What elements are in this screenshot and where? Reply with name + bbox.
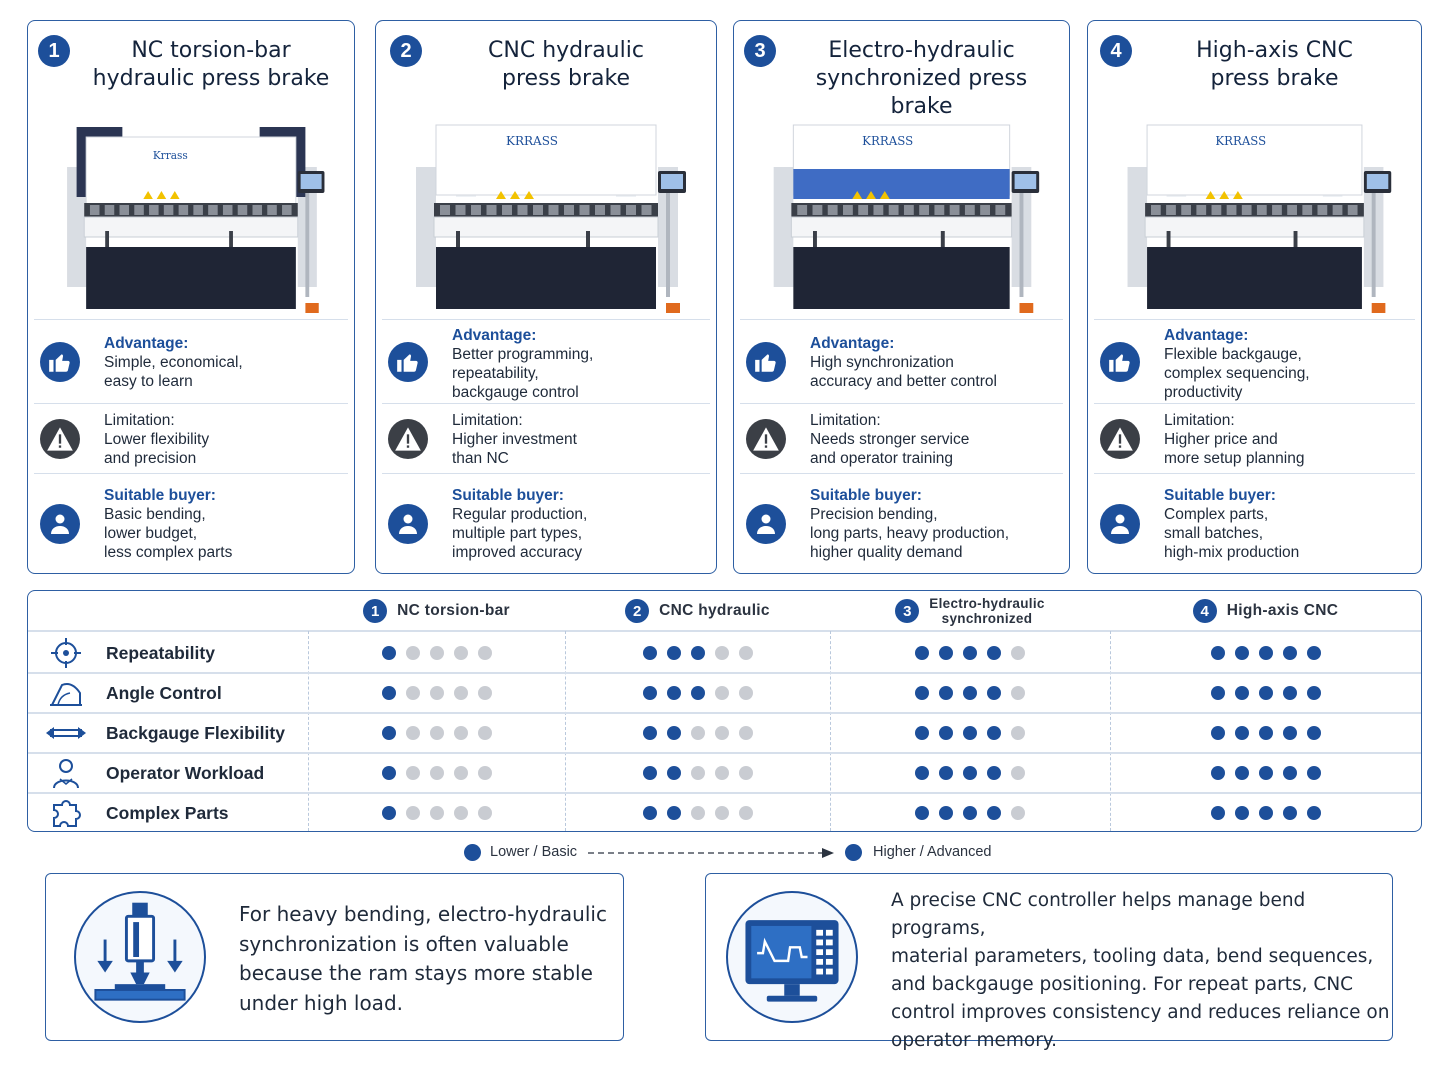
buyer-label: Suitable buyer: bbox=[104, 487, 216, 504]
rating-dot-filled bbox=[1211, 686, 1225, 700]
buyer-person-icon bbox=[40, 504, 80, 544]
rating-dot-empty bbox=[430, 686, 444, 700]
card-title-line: press brake bbox=[1210, 66, 1339, 91]
buyer-text bbox=[810, 486, 1059, 562]
card-type-4 bbox=[1087, 20, 1422, 574]
thumbs-up-icon bbox=[746, 342, 786, 382]
buyer-line: Precision bending, bbox=[810, 506, 938, 523]
card-type-2 bbox=[375, 20, 717, 574]
rating-dot-empty bbox=[454, 726, 468, 740]
machine-brand-label: KRRASS bbox=[506, 134, 558, 148]
rating-dot-filled bbox=[915, 646, 929, 660]
column-header-1 bbox=[308, 591, 565, 631]
limitation-label: Limitation: bbox=[1164, 411, 1235, 429]
thumbs-up-icon bbox=[1100, 342, 1140, 382]
machine-brand-label: Krrass bbox=[152, 148, 188, 163]
card-title-line: NC torsion-bar bbox=[131, 38, 291, 63]
note-line: For heavy bending, electro-hydraulic bbox=[239, 902, 607, 926]
rating-dot-empty bbox=[406, 686, 420, 700]
card-title-line: synchronized press brake bbox=[815, 66, 1028, 119]
rating-dots bbox=[643, 806, 753, 820]
rating-dot-empty bbox=[454, 686, 468, 700]
rating-dot-filled bbox=[963, 686, 977, 700]
rating-dots bbox=[1211, 806, 1321, 820]
press-brake-machine-image bbox=[396, 107, 696, 329]
rating-dot-filled bbox=[1307, 726, 1321, 740]
rating-dot-empty bbox=[478, 726, 492, 740]
rating-dot-filled bbox=[691, 646, 705, 660]
rating-dot-filled bbox=[1259, 766, 1273, 780]
rating-dot-filled bbox=[963, 766, 977, 780]
rating-dot-filled bbox=[1283, 726, 1297, 740]
rating-dot-empty bbox=[715, 646, 729, 660]
buyer-line: small batches, bbox=[1164, 525, 1264, 542]
limitation-row bbox=[1094, 403, 1415, 473]
rating-dot-filled bbox=[643, 646, 657, 660]
rating-dot-filled bbox=[939, 686, 953, 700]
rating-dots bbox=[1211, 646, 1321, 660]
thumbs-up-icon bbox=[388, 342, 428, 382]
rating-dot-empty bbox=[739, 726, 753, 740]
rating-dot-empty bbox=[1011, 766, 1025, 780]
buyer-label: Suitable buyer: bbox=[1164, 487, 1276, 504]
operator-person-icon bbox=[46, 757, 86, 789]
buyer-line: Basic bending, bbox=[104, 506, 206, 523]
rating-dot-filled bbox=[987, 686, 1001, 700]
column-header-label bbox=[397, 602, 510, 620]
rating-dot-filled bbox=[1283, 806, 1297, 820]
column-header-line: Electro-hydraulic bbox=[929, 596, 1045, 611]
rating-dot-filled bbox=[1235, 726, 1249, 740]
press-brake-machine-image bbox=[1108, 107, 1401, 329]
rating-dots bbox=[643, 646, 753, 660]
warning-icon bbox=[746, 419, 786, 459]
note-line: material parameters, tooling data, bend sequences, bbox=[891, 946, 1374, 967]
warning-icon bbox=[388, 419, 428, 459]
buyer-line: multiple part types, bbox=[452, 525, 583, 542]
legend-arrow-icon bbox=[586, 846, 836, 860]
rating-dot-filled bbox=[987, 766, 1001, 780]
rating-dot-empty bbox=[739, 686, 753, 700]
buyer-row bbox=[34, 473, 348, 573]
warning-icon bbox=[40, 419, 80, 459]
rating-dot-filled bbox=[667, 806, 681, 820]
rating-dot-filled bbox=[1283, 686, 1297, 700]
limitation-line: Needs stronger service bbox=[810, 430, 970, 448]
rating-dots bbox=[643, 766, 753, 780]
rating-dot-empty bbox=[478, 686, 492, 700]
rating-legend bbox=[460, 840, 1020, 864]
rating-dot-filled bbox=[1259, 686, 1273, 700]
limitation-line: and precision bbox=[104, 449, 197, 467]
rating-dot-filled bbox=[643, 806, 657, 820]
table-row bbox=[28, 753, 1421, 793]
rating-dot-empty bbox=[406, 766, 420, 780]
limitation-text bbox=[1164, 411, 1411, 468]
rating-dot-filled bbox=[691, 686, 705, 700]
column-header-label bbox=[659, 602, 770, 620]
column-header-line: High-axis CNC bbox=[1226, 602, 1339, 619]
rating-dot-empty bbox=[478, 806, 492, 820]
column-header-3 bbox=[830, 591, 1110, 631]
rating-dot-filled bbox=[1283, 646, 1297, 660]
rating-dot-filled bbox=[1235, 646, 1249, 660]
rating-dot-filled bbox=[382, 646, 396, 660]
metric-name: Angle Control bbox=[106, 683, 222, 703]
rating-dot-empty bbox=[1011, 726, 1025, 740]
column-number-badge: 4 bbox=[1193, 599, 1217, 623]
rating-dots bbox=[643, 726, 753, 740]
buyer-line: less complex parts bbox=[104, 544, 233, 561]
rating-dot-empty bbox=[715, 726, 729, 740]
machine-brand-label: KRRASS bbox=[1215, 133, 1267, 149]
limitation-line: Lower flexibility bbox=[104, 430, 210, 448]
advantage-line: accuracy and better control bbox=[810, 372, 997, 390]
limitation-line: and operator training bbox=[810, 449, 954, 467]
rating-dot-filled bbox=[939, 766, 953, 780]
rating-dots bbox=[915, 806, 1025, 820]
metric-name: Operator Workload bbox=[106, 763, 265, 783]
rating-dot-empty bbox=[1011, 646, 1025, 660]
note-line: A precise CNC controller helps manage bend programs, bbox=[891, 890, 1306, 939]
rating-dot-filled bbox=[643, 766, 657, 780]
limitation-label: Limitation: bbox=[104, 411, 175, 429]
advantage-row bbox=[382, 319, 710, 403]
buyer-line: Regular production, bbox=[452, 506, 588, 523]
legend-high-label: Higher / Advanced bbox=[873, 844, 992, 860]
rating-dot-filled bbox=[382, 726, 396, 740]
advantage-label: Advantage: bbox=[1164, 327, 1249, 344]
rating-dot-empty bbox=[406, 646, 420, 660]
limitation-text bbox=[810, 411, 1059, 468]
limitation-label: Limitation: bbox=[452, 411, 523, 429]
buyer-row bbox=[740, 473, 1063, 573]
rating-dot-empty bbox=[406, 726, 420, 740]
note-line: because the ram stays more stable bbox=[239, 961, 593, 985]
rating-dot-filled bbox=[667, 686, 681, 700]
advantage-line: complex sequencing, bbox=[1164, 365, 1310, 382]
advantage-text bbox=[1164, 326, 1411, 402]
column-header-line: NC torsion-bar bbox=[397, 602, 510, 619]
legend-high-dot bbox=[845, 844, 862, 861]
rating-dot-filled bbox=[987, 726, 1001, 740]
limitation-text bbox=[452, 411, 706, 468]
card-title-line: hydraulic press brake bbox=[92, 66, 330, 91]
advantage-row bbox=[740, 319, 1063, 403]
rating-dot-filled bbox=[1307, 686, 1321, 700]
rating-dot-empty bbox=[430, 646, 444, 660]
column-header-label bbox=[1227, 602, 1339, 620]
rating-dots bbox=[915, 726, 1025, 740]
rating-dot-filled bbox=[963, 726, 977, 740]
card-title-line: Electro-hydraulic bbox=[828, 38, 1015, 63]
limitation-line: more setup planning bbox=[1164, 449, 1305, 467]
rating-dot-filled bbox=[1307, 646, 1321, 660]
advantage-text bbox=[104, 334, 344, 391]
legend-low-dot bbox=[464, 844, 481, 861]
card-number-badge: 4 bbox=[1100, 35, 1132, 67]
rating-dot-filled bbox=[382, 766, 396, 780]
rating-dot-filled bbox=[915, 806, 929, 820]
card-type-3 bbox=[733, 20, 1070, 574]
rating-dot-filled bbox=[382, 806, 396, 820]
buyer-line: long parts, heavy production, bbox=[810, 525, 1010, 542]
rating-dot-filled bbox=[1235, 766, 1249, 780]
comparison-table bbox=[27, 590, 1422, 832]
rating-dots bbox=[915, 686, 1025, 700]
limitation-line: Higher investment bbox=[452, 430, 577, 448]
advantage-label: Advantage: bbox=[452, 327, 537, 344]
table-row bbox=[28, 673, 1421, 713]
rating-dot-filled bbox=[1211, 806, 1225, 820]
note-line: under high load. bbox=[239, 990, 403, 1015]
rating-dot-filled bbox=[939, 726, 953, 740]
buyer-person-icon bbox=[746, 504, 786, 544]
legend-low-label: Lower / Basic bbox=[490, 844, 578, 860]
rating-dot-empty bbox=[1011, 806, 1025, 820]
buyer-line: high-mix production bbox=[1164, 544, 1300, 561]
rating-dot-filled bbox=[1211, 766, 1225, 780]
rating-dots bbox=[915, 766, 1025, 780]
rating-dot-empty bbox=[691, 766, 705, 780]
buyer-text bbox=[1164, 486, 1411, 562]
rating-dots bbox=[382, 686, 492, 700]
rating-dot-empty bbox=[1011, 686, 1025, 700]
advantage-line: backgauge control bbox=[452, 384, 579, 401]
advantage-label: Advantage: bbox=[810, 334, 895, 352]
advantage-text bbox=[452, 326, 706, 402]
rating-dots bbox=[382, 726, 492, 740]
limitation-row bbox=[382, 403, 710, 473]
table-row bbox=[28, 793, 1421, 833]
rating-dot-empty bbox=[739, 646, 753, 660]
buyer-label: Suitable buyer: bbox=[452, 487, 564, 504]
column-header-line: synchronized bbox=[941, 611, 1033, 626]
hydraulic-note-text bbox=[239, 900, 607, 1018]
rating-dot-empty bbox=[430, 726, 444, 740]
rating-dot-filled bbox=[1259, 806, 1273, 820]
note-line: synchronization is often valuable bbox=[239, 931, 569, 956]
table-row bbox=[28, 633, 1421, 673]
cnc-note-box bbox=[705, 873, 1393, 1051]
rating-dot-filled bbox=[1235, 686, 1249, 700]
rating-dots bbox=[643, 686, 753, 700]
machine-brand-label: KRRASS bbox=[862, 133, 914, 149]
cnc-note-text bbox=[891, 887, 1392, 1055]
note-line: and backgauge positioning. For repeat parts, CNC bbox=[891, 974, 1354, 995]
rating-dots bbox=[1211, 686, 1321, 700]
puzzle-piece-icon bbox=[46, 797, 86, 829]
card-title bbox=[1138, 37, 1411, 93]
rating-dot-empty bbox=[454, 766, 468, 780]
card-title bbox=[426, 37, 706, 93]
rating-dot-filled bbox=[1211, 726, 1225, 740]
rating-dot-filled bbox=[987, 646, 1001, 660]
buyer-person-icon bbox=[388, 504, 428, 544]
rating-dot-empty bbox=[715, 806, 729, 820]
rating-dot-filled bbox=[1283, 766, 1297, 780]
advantage-row bbox=[1094, 319, 1415, 403]
metric-name: Repeatability bbox=[106, 643, 215, 663]
buyer-line: Complex parts, bbox=[1164, 506, 1269, 523]
angle-protractor-icon bbox=[46, 677, 86, 709]
rating-dot-empty bbox=[454, 646, 468, 660]
advantage-line: repeatability, bbox=[452, 365, 539, 382]
rating-dot-filled bbox=[667, 726, 681, 740]
card-type-1 bbox=[27, 20, 355, 574]
rating-dot-empty bbox=[478, 646, 492, 660]
rating-dot-filled bbox=[963, 646, 977, 660]
advantage-line: Better programming, bbox=[452, 346, 594, 363]
card-title-line: High-axis CNC bbox=[1196, 38, 1353, 63]
buyer-label: Suitable buyer: bbox=[810, 487, 922, 504]
buyer-line: lower budget, bbox=[104, 525, 198, 542]
rating-dot-empty bbox=[691, 806, 705, 820]
column-header-2 bbox=[565, 591, 830, 631]
advantage-line: productivity bbox=[1164, 384, 1243, 401]
column-number-badge: 3 bbox=[895, 599, 919, 623]
rating-dot-filled bbox=[939, 646, 953, 660]
card-number-badge: 1 bbox=[38, 35, 70, 67]
limitation-row bbox=[740, 403, 1063, 473]
advantage-row bbox=[34, 319, 348, 403]
double-arrow-icon bbox=[46, 717, 86, 749]
rating-dot-empty bbox=[739, 806, 753, 820]
rating-dot-filled bbox=[1211, 646, 1225, 660]
buyer-row bbox=[1094, 473, 1415, 573]
hydraulic-note-box bbox=[45, 873, 624, 1041]
advantage-line: easy to learn bbox=[104, 372, 193, 390]
advantage-label: Advantage: bbox=[104, 334, 189, 352]
limitation-text bbox=[104, 411, 344, 468]
column-header-label bbox=[929, 596, 1044, 626]
rating-dot-filled bbox=[939, 806, 953, 820]
rating-dots bbox=[382, 766, 492, 780]
column-number-badge: 1 bbox=[363, 599, 387, 623]
thumbs-up-icon bbox=[40, 342, 80, 382]
rating-dot-filled bbox=[667, 766, 681, 780]
card-title bbox=[78, 37, 344, 93]
column-number-badge: 2 bbox=[625, 599, 649, 623]
press-brake-machine-image bbox=[48, 107, 334, 329]
rating-dots bbox=[915, 646, 1025, 660]
limitation-row bbox=[34, 403, 348, 473]
rating-dot-filled bbox=[915, 766, 929, 780]
rating-dots bbox=[1211, 726, 1321, 740]
card-number-badge: 2 bbox=[390, 35, 422, 67]
rating-dot-empty bbox=[406, 806, 420, 820]
cnc-monitor-icon bbox=[726, 891, 858, 1023]
warning-icon bbox=[1100, 419, 1140, 459]
rating-dots bbox=[382, 646, 492, 660]
card-title-line: CNC hydraulic bbox=[488, 38, 644, 63]
rating-dot-filled bbox=[963, 806, 977, 820]
rating-dot-empty bbox=[430, 806, 444, 820]
rating-dot-filled bbox=[1307, 806, 1321, 820]
buyer-text bbox=[104, 486, 344, 562]
hydraulic-ram-icon bbox=[74, 891, 206, 1023]
note-line: control improves consistency and reduces reliance on bbox=[891, 1002, 1390, 1023]
rating-dot-filled bbox=[643, 726, 657, 740]
rating-dots bbox=[1211, 766, 1321, 780]
advantage-line: Simple, economical, bbox=[104, 353, 243, 371]
rating-dot-filled bbox=[667, 646, 681, 660]
note-line: operator memory. bbox=[891, 1030, 1057, 1051]
buyer-row bbox=[382, 473, 710, 573]
table-row bbox=[28, 713, 1421, 753]
advantage-line: High synchronization bbox=[810, 353, 954, 371]
buyer-line: improved accuracy bbox=[452, 544, 583, 561]
target-icon bbox=[46, 637, 86, 669]
metric-name: Backgauge Flexibility bbox=[106, 723, 285, 743]
limitation-line: than NC bbox=[452, 449, 509, 467]
rating-dot-empty bbox=[715, 686, 729, 700]
rating-dot-filled bbox=[915, 726, 929, 740]
rating-dots bbox=[382, 806, 492, 820]
buyer-text bbox=[452, 486, 706, 562]
rating-dot-empty bbox=[430, 766, 444, 780]
limitation-line: Higher price and bbox=[1164, 430, 1278, 448]
column-header-line: CNC hydraulic bbox=[659, 602, 770, 619]
buyer-line: higher quality demand bbox=[810, 544, 963, 561]
rating-dot-empty bbox=[478, 766, 492, 780]
advantage-line: Flexible backgauge, bbox=[1164, 346, 1302, 363]
rating-dot-empty bbox=[454, 806, 468, 820]
rating-dot-empty bbox=[715, 766, 729, 780]
rating-dot-filled bbox=[1259, 726, 1273, 740]
limitation-label: Limitation: bbox=[810, 411, 881, 429]
metric-name: Complex Parts bbox=[106, 803, 229, 823]
buyer-person-icon bbox=[1100, 504, 1140, 544]
card-title-line: press brake bbox=[502, 66, 630, 91]
rating-dot-filled bbox=[1235, 806, 1249, 820]
rating-dot-filled bbox=[915, 686, 929, 700]
rating-dot-empty bbox=[739, 766, 753, 780]
card-number-badge: 3 bbox=[744, 35, 776, 67]
rating-dot-filled bbox=[643, 686, 657, 700]
column-header-4 bbox=[1110, 591, 1421, 631]
rating-dot-filled bbox=[987, 806, 1001, 820]
rating-dot-empty bbox=[691, 726, 705, 740]
rating-dot-filled bbox=[1307, 766, 1321, 780]
advantage-text bbox=[810, 334, 1059, 391]
press-brake-machine-image bbox=[754, 107, 1049, 329]
rating-dot-filled bbox=[382, 686, 396, 700]
rating-dot-filled bbox=[1259, 646, 1273, 660]
